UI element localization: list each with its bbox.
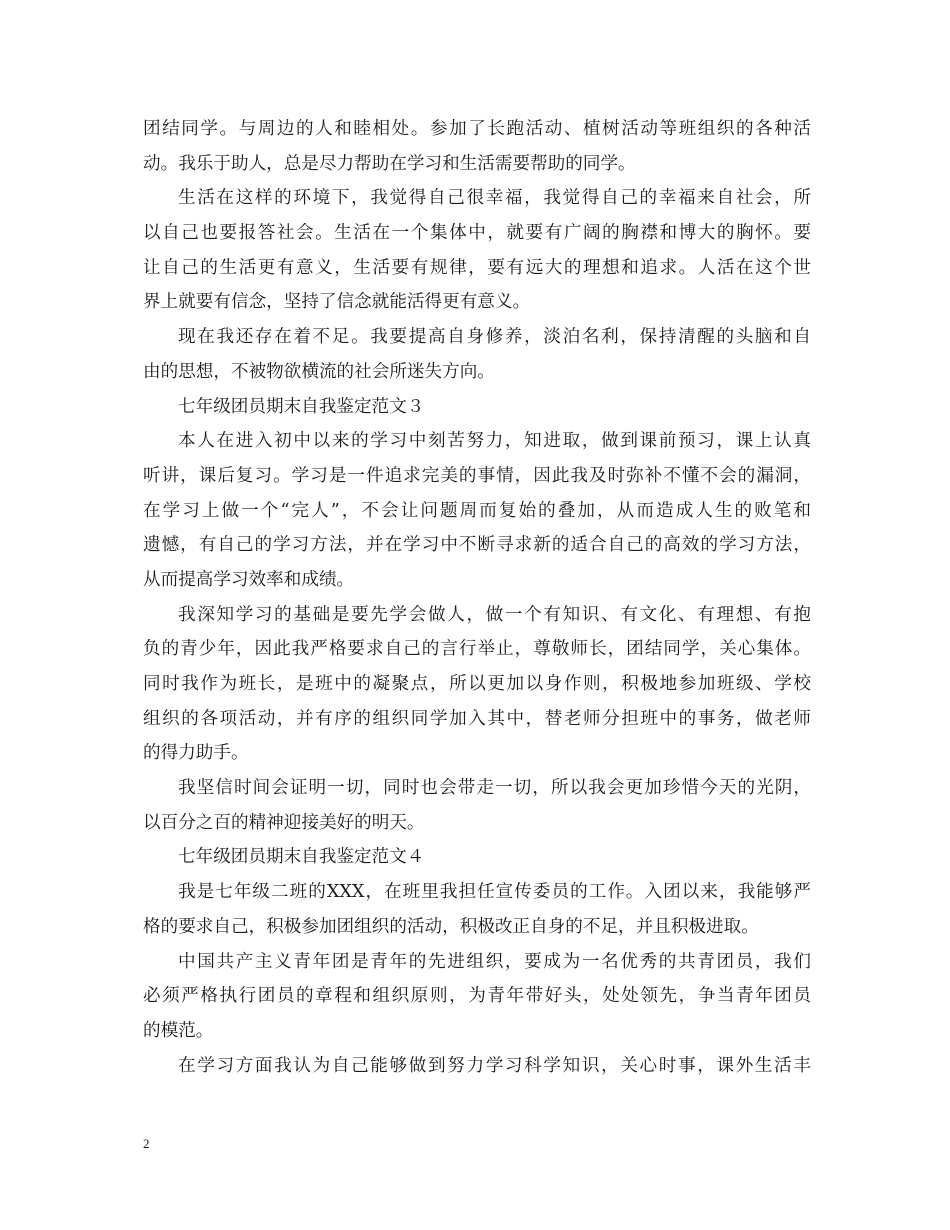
section-heading: 七年级团员期末自我鉴定范文４ bbox=[178, 847, 425, 868]
text-line: 组织的各项活动，并有序的组织同学加入其中，替老师分担班中的事务，做老师 bbox=[143, 708, 811, 729]
text-line: 由的思想，不被物欲横流的社会所迷失方向。 bbox=[143, 361, 495, 382]
text-line: 听讲，课后复习。学习是一件追求完美的事情，因此我及时弥补不懂不会的漏洞， bbox=[143, 465, 811, 486]
text-line: 格的要求自己，积极参加团组织的活动，积极改正自身的不足，并且积极进取。 bbox=[143, 916, 759, 937]
page-number: 2 bbox=[143, 1136, 150, 1151]
text-line: 在学习方面我认为自己能够做到努力学习科学知识，关心时事，课外生活丰 bbox=[178, 1055, 811, 1076]
text-line: 以百分之百的精神迎接美好的明天。 bbox=[143, 812, 425, 833]
text-line: 遗憾，有自己的学习方法，并在学习中不断寻求新的适合自己的高效的学习方法， bbox=[143, 535, 811, 556]
text-line: 以自己也要报答社会。生活在一个集体中，就要有广阔的胸襟和博大的胸怀。要 bbox=[143, 223, 811, 244]
text-line: 从而提高学习效率和成绩。 bbox=[143, 569, 355, 590]
text-line: 负的青少年，因此我严格要求自己的言行举止，尊敬师长，团结同学，关心集体。 bbox=[143, 639, 811, 660]
text-line: 我是七年级二班的XXX，在班里我担任宣传委员的工作。入团以来，我能够严 bbox=[178, 882, 811, 903]
text-line: 的得力助手。 bbox=[143, 743, 249, 764]
text-line: 的模范。 bbox=[143, 1020, 214, 1041]
text-line: 必须严格执行团员的章程和组织原则，为青年带好头，处处领先，争当青年团员 bbox=[143, 986, 811, 1007]
text-line: 中国共产主义青年团是青年的先进组织，要成为一名优秀的共青团员，我们 bbox=[178, 951, 811, 972]
body-text bbox=[143, 112, 811, 1083]
text-line: 我深知学习的基础是要先学会做人，做一个有知识、有文化、有理想、有抱 bbox=[178, 604, 811, 625]
text-line: 团结同学。与周边的人和睦相处。参加了长跑活动、植树活动等班组织的各种活 bbox=[143, 119, 811, 139]
text-line: 生活在这样的环境下，我觉得自己很幸福，我觉得自己的幸福来自社会，所 bbox=[178, 188, 811, 209]
text-line: 现在我还存在着不足。我要提高自身修养，淡泊名利，保持清醒的头脑和自 bbox=[178, 327, 811, 348]
text-line: 界上就要有信念，坚持了信念就能活得更有意义。 bbox=[143, 292, 531, 313]
text-line: 本人在进入初中以来的学习中刻苦努力，知进取，做到课前预习，课上认真 bbox=[178, 431, 811, 452]
text-line: 同时我作为班长，是班中的凝聚点，所以更加以身作则，积极地参加班级、学校 bbox=[143, 674, 811, 694]
text-line: 让自己的生活更有意义，生活要有规律，要有远大的理想和追求。人活在这个世 bbox=[143, 257, 811, 278]
text-line: 动。我乐于助人，总是尽力帮助在学习和生活需要帮助的同学。 bbox=[143, 153, 636, 174]
text-line: 在学习上做一个“完人”，不会让问题周而复始的叠加，从而造成人生的败笔和 bbox=[143, 500, 811, 521]
section-heading: 七年级团员期末自我鉴定范文３ bbox=[178, 396, 425, 417]
text-line: 我坚信时间会证明一切，同时也会带走一切，所以我会更加珍惜今天的光阴， bbox=[178, 778, 811, 799]
